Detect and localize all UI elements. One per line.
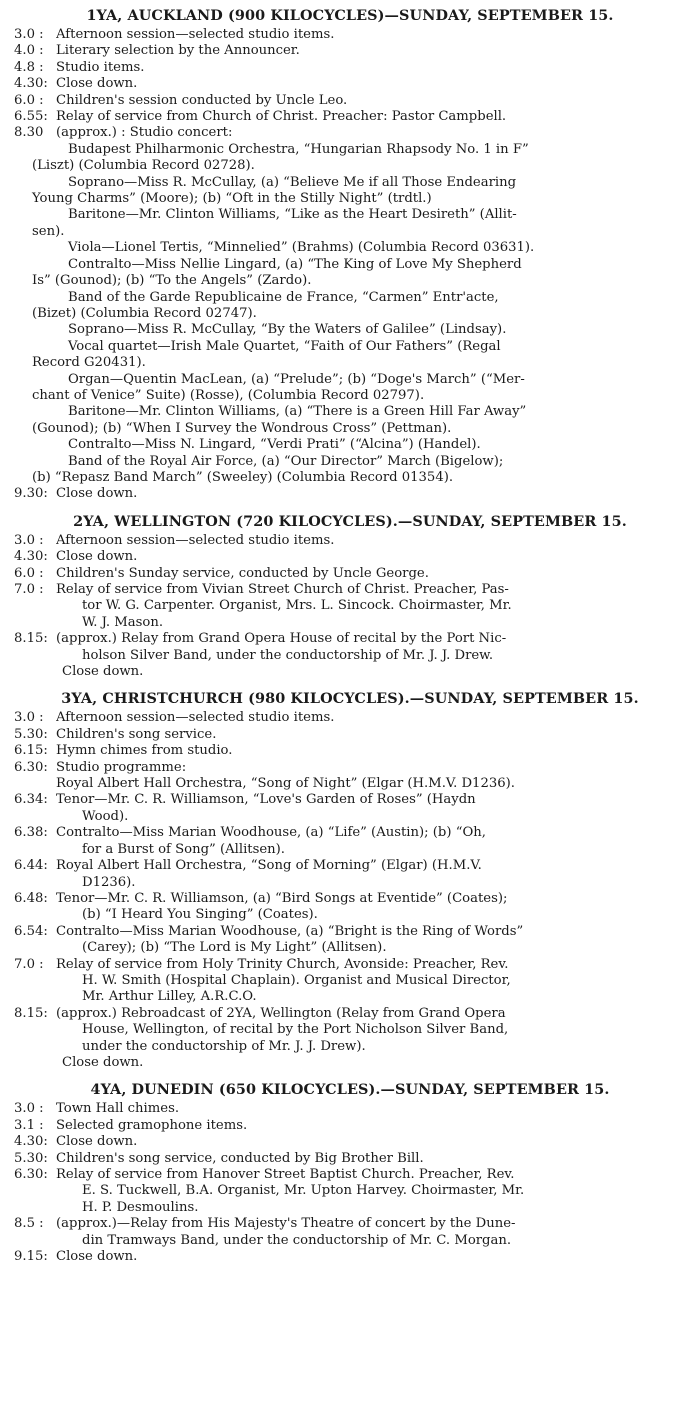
entry-time	[6, 776, 56, 792]
entry-text: Children's session conducted by Uncle Leo.	[56, 92, 348, 108]
entry-time: 4.30:	[14, 76, 48, 92]
entry-text: Relay of service from Holy Trinity Church, Avonside: Preacher, Rev.	[56, 956, 509, 972]
close-down-line: Close down.	[62, 1054, 144, 1070]
entry-text: Children's song service.	[56, 726, 217, 742]
entry-time	[6, 973, 56, 989]
concert-line: Is” (Gounod); (b) “To the Angels” (Zardo).	[32, 273, 312, 289]
entry-text: Close down.	[56, 1134, 138, 1150]
entry-text: Close down.	[56, 549, 138, 565]
entry-time: 3.0 :	[14, 1101, 44, 1117]
programme-entry	[6, 825, 694, 841]
programme-entry	[6, 1101, 694, 1117]
entry-time: 6.54:	[14, 923, 48, 939]
entry-time: 4.30:	[14, 549, 48, 565]
concert-line: Soprano—Miss R. McCullay, “By the Waters of Galilee” (Lindsay).	[68, 322, 507, 338]
entry-time: 3.1 :	[14, 1117, 44, 1133]
concert-line: Young Charms” (Moore); (b) “Oft in the Stilly Night” (trdtl.)	[32, 191, 432, 207]
programme-entry	[6, 1183, 694, 1199]
entry-time	[6, 875, 56, 891]
programme-entry	[6, 842, 694, 858]
concert-line: Record G20431).	[32, 355, 146, 371]
entry-text: Afternoon session—selected studio items.	[56, 710, 335, 726]
entry-time: 9.15:	[14, 1249, 48, 1265]
entry-time: 3.0 :	[14, 532, 44, 548]
entry-text: (Carey); (b) “The Lord is My Light” (Allitsen).	[82, 940, 387, 956]
entry-time: 3.0 :	[14, 27, 44, 42]
entry-text: Close down.	[56, 486, 138, 502]
programme-entry	[6, 1249, 694, 1265]
entry-text: Studio items.	[56, 59, 145, 75]
entry-text: (approx.) : Studio concert:	[56, 125, 233, 141]
programme-entry	[6, 533, 694, 549]
programme-entry	[6, 1022, 694, 1038]
concert-line: Vocal quartet—Irish Male Quartet, “Faith of Our Fathers” (Regal	[68, 338, 501, 354]
concert-line: Organ—Quentin MacLean, (a) “Prelude”; (b) “Doge's March” (“Mer-	[68, 371, 525, 387]
entry-text: Contralto—Miss Marian Woodhouse, (a) “Bright is the Ring of Words”	[56, 923, 524, 939]
entry-time: 6.48:	[14, 890, 48, 906]
programme-entry	[6, 1118, 694, 1134]
entry-text: Hymn chimes from studio.	[56, 743, 233, 759]
programme-entry	[6, 989, 694, 1005]
entry-text: Afternoon session—selected studio items.	[56, 27, 335, 42]
programme-entry	[6, 891, 694, 907]
station-title: 4YA, DUNEDIN (650 KILOCYCLES).—SUNDAY, SEPTEMBER 15.	[90, 1081, 610, 1099]
entry-time: 8.5 :	[14, 1216, 44, 1232]
programme-entry	[6, 743, 694, 759]
entry-time	[6, 989, 56, 1005]
entry-text: (approx.) Rebroadcast of 2YA, Wellington (Relay from Grand Opera	[56, 1005, 506, 1021]
entry-time: 6.15:	[14, 743, 48, 759]
programme-entry	[6, 957, 694, 973]
entry-time: 8.15:	[14, 631, 48, 647]
concert-line: Band of the Royal Air Force, (a) “Our Director” March (Bigelow);	[68, 453, 504, 469]
entry-text: Literary selection by the Announcer.	[56, 43, 300, 59]
programme-entry	[6, 1216, 694, 1232]
concert-line: Budapest Philharmonic Orchestra, “Hungarian Rhapsody No. 1 in F”	[68, 141, 529, 157]
programme-entry	[6, 1167, 694, 1183]
programme-entry	[6, 809, 694, 825]
concert-line: Soprano—Miss R. McCullay, (a) “Believe Me if all Those Endearing	[68, 174, 517, 190]
entry-time: 7.0 :	[14, 582, 44, 597]
programme-entry	[6, 76, 694, 92]
programme-entry	[6, 776, 694, 792]
programme-entry	[6, 727, 694, 743]
programme-entry	[6, 549, 694, 565]
programme-entry	[6, 1151, 694, 1167]
entry-time	[6, 615, 56, 631]
entry-text: tor W. G. Carpenter. Organist, Mrs. L. Sincock. Choirmaster, Mr.	[82, 598, 512, 614]
entry-time: 3.0 :	[14, 710, 44, 726]
entry-text: Studio programme:	[56, 759, 187, 775]
entry-time	[6, 842, 56, 858]
programme-entry	[6, 27, 694, 43]
concert-line: (Bizet) (Columbia Record 02747).	[32, 305, 257, 321]
programme-entry	[6, 760, 694, 776]
entry-text: Close down.	[56, 1249, 138, 1265]
programme-entry	[6, 1134, 694, 1150]
entry-text: Contralto—Miss Marian Woodhouse, (a) “Life” (Austin); (b) “Oh,	[56, 825, 486, 841]
entry-text: Children's Sunday service, conducted by Uncle George.	[56, 565, 429, 581]
concert-line: Contralto—Miss N. Lingard, “Verdi Prati” (“Alcina”) (Handel).	[68, 437, 481, 453]
programme-entry	[6, 973, 694, 989]
entry-time: 9.30:	[14, 486, 48, 502]
entry-time: 4.8 :	[14, 59, 44, 75]
entry-time: 6.44:	[14, 858, 48, 874]
entry-time	[6, 907, 56, 923]
concert-line: (b) “Repasz Band March” (Sweeley) (Columbia Record 01354).	[32, 469, 454, 485]
programme-entry	[6, 615, 694, 631]
station-title: 2YA, WELLINGTON (720 KILOCYCLES).—SUNDAY, SEPTEMBER 15.	[73, 512, 627, 530]
entry-text: Relay of service from Vivian Street Church of Christ. Preacher, Pas-	[56, 582, 509, 597]
programme-entry	[6, 60, 694, 76]
entry-time: 7.0 :	[14, 956, 44, 972]
concert-line: (Gounod); (b) “When I Survey the Wondrous Cross” (Pettman).	[32, 420, 452, 436]
entry-time: 6.30:	[14, 1167, 48, 1182]
concert-line: chant of Venice” Suite) (Rosse), (Columbia Record 02797).	[32, 387, 425, 403]
entry-time	[6, 809, 56, 825]
entry-text: E. S. Tuckwell, B.A. Organist, Mr. Upton Harvey. Choirmaster, Mr.	[82, 1183, 525, 1199]
programme-entry	[6, 924, 694, 940]
station-title: 3YA, CHRISTCHURCH (980 KILOCYCLES).—SUNDAY, SEPTEMBER 15.	[61, 690, 639, 708]
entry-text: holson Silver Band, under the conductorship of Mr. J. J. Drew.	[82, 647, 494, 663]
station-4ya	[6, 1080, 694, 1265]
entry-time: 8.15:	[14, 1005, 48, 1021]
programme-entry	[6, 109, 694, 125]
programme-entry	[6, 486, 694, 502]
programme-entry	[6, 875, 694, 891]
concert-line: Baritone—Mr. Clinton Williams, “Like as the Heart Desireth” (Allit-	[68, 207, 517, 223]
programme-entry	[6, 710, 694, 726]
concert-line: Viola—Lionel Tertis, “Minnelied” (Brahms) (Columbia Record 03631).	[68, 240, 535, 256]
programme-entry	[6, 792, 694, 808]
entry-time	[6, 1039, 56, 1055]
entry-text: (b) “I Heard You Singing” (Coates).	[82, 907, 318, 923]
station-1ya	[6, 6, 694, 503]
programme-entry	[6, 858, 694, 874]
programme-entry	[6, 598, 694, 614]
programme-entry	[6, 1233, 694, 1249]
station-2ya	[6, 512, 694, 681]
entry-text: Royal Albert Hall Orchestra, “Song of Night” (Elgar (H.M.V. D1236).	[56, 776, 515, 792]
entry-time	[6, 648, 56, 664]
programme-entry	[6, 582, 694, 598]
entry-text: Town Hall chimes.	[56, 1101, 180, 1117]
entry-text: under the conductorship of Mr. J. J. Drew).	[82, 1038, 366, 1054]
programme-entry	[6, 1039, 694, 1055]
programme-entry	[6, 1006, 694, 1022]
programme-entry	[6, 125, 694, 141]
entry-time: 4.30:	[14, 1134, 48, 1150]
entry-time	[6, 1233, 56, 1249]
entry-text: D1236).	[82, 874, 136, 890]
entry-text: H. W. Smith (Hospital Chaplain). Organist and Musical Director,	[82, 972, 511, 988]
entry-time: 6.0 :	[14, 92, 44, 108]
entry-text: (approx.)—Relay from His Majesty's Theatre of concert by the Dune-	[56, 1216, 516, 1232]
entry-text: House, Wellington, of recital by the Port Nicholson Silver Band,	[82, 1022, 509, 1038]
programme-entry	[6, 1200, 694, 1216]
programme-entry	[6, 907, 694, 923]
entry-time	[6, 1200, 56, 1216]
close-down-line: Close down.	[62, 664, 144, 680]
programme-entry	[6, 648, 694, 664]
entry-time	[6, 940, 56, 956]
entry-text: Royal Albert Hall Orchestra, “Song of Morning” (Elgar) (H.M.V.	[56, 858, 482, 874]
entry-text: Mr. Arthur Lilley, A.R.C.O.	[82, 989, 257, 1005]
entry-time: 6.34:	[14, 792, 48, 808]
entry-time: 6.0 :	[14, 565, 44, 581]
entry-text: for a Burst of Song” (Allitsen).	[82, 841, 285, 857]
entry-time	[6, 1022, 56, 1038]
concert-line: Contralto—Miss Nellie Lingard, (a) “The King of Love My Shepherd	[68, 256, 522, 272]
station-title: 1YA, AUCKLAND (900 KILOCYCLES)—SUNDAY, SEPTEMBER 15.	[86, 7, 614, 24]
entry-text: H. P. Desmoulins.	[82, 1199, 199, 1215]
entry-time: 8.30	[14, 125, 44, 141]
station-3ya	[6, 689, 694, 1071]
entry-text: W. J. Mason.	[82, 614, 164, 630]
entry-time	[6, 598, 56, 614]
entry-text: Children's song service, conducted by Big Brother Bill.	[56, 1150, 424, 1166]
entry-time: 6.30:	[14, 759, 48, 775]
entry-text: Tenor—Mr. C. R. Williamson, (a) “Bird Songs at Eventide” (Coates);	[56, 890, 508, 906]
entry-time: 6.55:	[14, 109, 48, 125]
programme-entry	[6, 566, 694, 582]
entry-time: 4.0 :	[14, 43, 44, 59]
entry-text: din Tramways Band, under the conductorship of Mr. C. Morgan.	[82, 1232, 512, 1248]
entry-text: Wood).	[82, 808, 129, 824]
entry-time	[6, 1183, 56, 1199]
programme-entry	[6, 43, 694, 59]
entry-text: Afternoon session—selected studio items.	[56, 532, 335, 548]
programme-entry	[6, 93, 694, 109]
entry-text: Close down.	[56, 76, 138, 92]
entry-time: 6.38:	[14, 825, 48, 841]
entry-text: Relay of service from Church of Christ. Preacher: Pastor Campbell.	[56, 109, 507, 125]
programme-entry	[6, 940, 694, 956]
entry-text: Selected gramophone items.	[56, 1117, 248, 1133]
programme-entry	[6, 631, 694, 647]
entry-text: Tenor—Mr. C. R. Williamson, “Love's Garden of Roses” (Haydn	[56, 792, 476, 808]
entry-time: 5.30:	[14, 1150, 48, 1166]
concert-line: Baritone—Mr. Clinton Williams, (a) “There is a Green Hill Far Away”	[68, 404, 527, 420]
concert-line: Band of the Garde Republicaine de France, “Carmen” Entr'acte,	[68, 289, 499, 305]
entry-text: (approx.) Relay from Grand Opera House of recital by the Port Nic-	[56, 631, 507, 647]
concert-line: (Liszt) (Columbia Record 02728).	[32, 158, 255, 174]
concert-line: sen).	[32, 223, 65, 239]
entry-text: Relay of service from Hanover Street Baptist Church. Preacher, Rev.	[56, 1167, 515, 1182]
entry-time: 5.30:	[14, 726, 48, 742]
